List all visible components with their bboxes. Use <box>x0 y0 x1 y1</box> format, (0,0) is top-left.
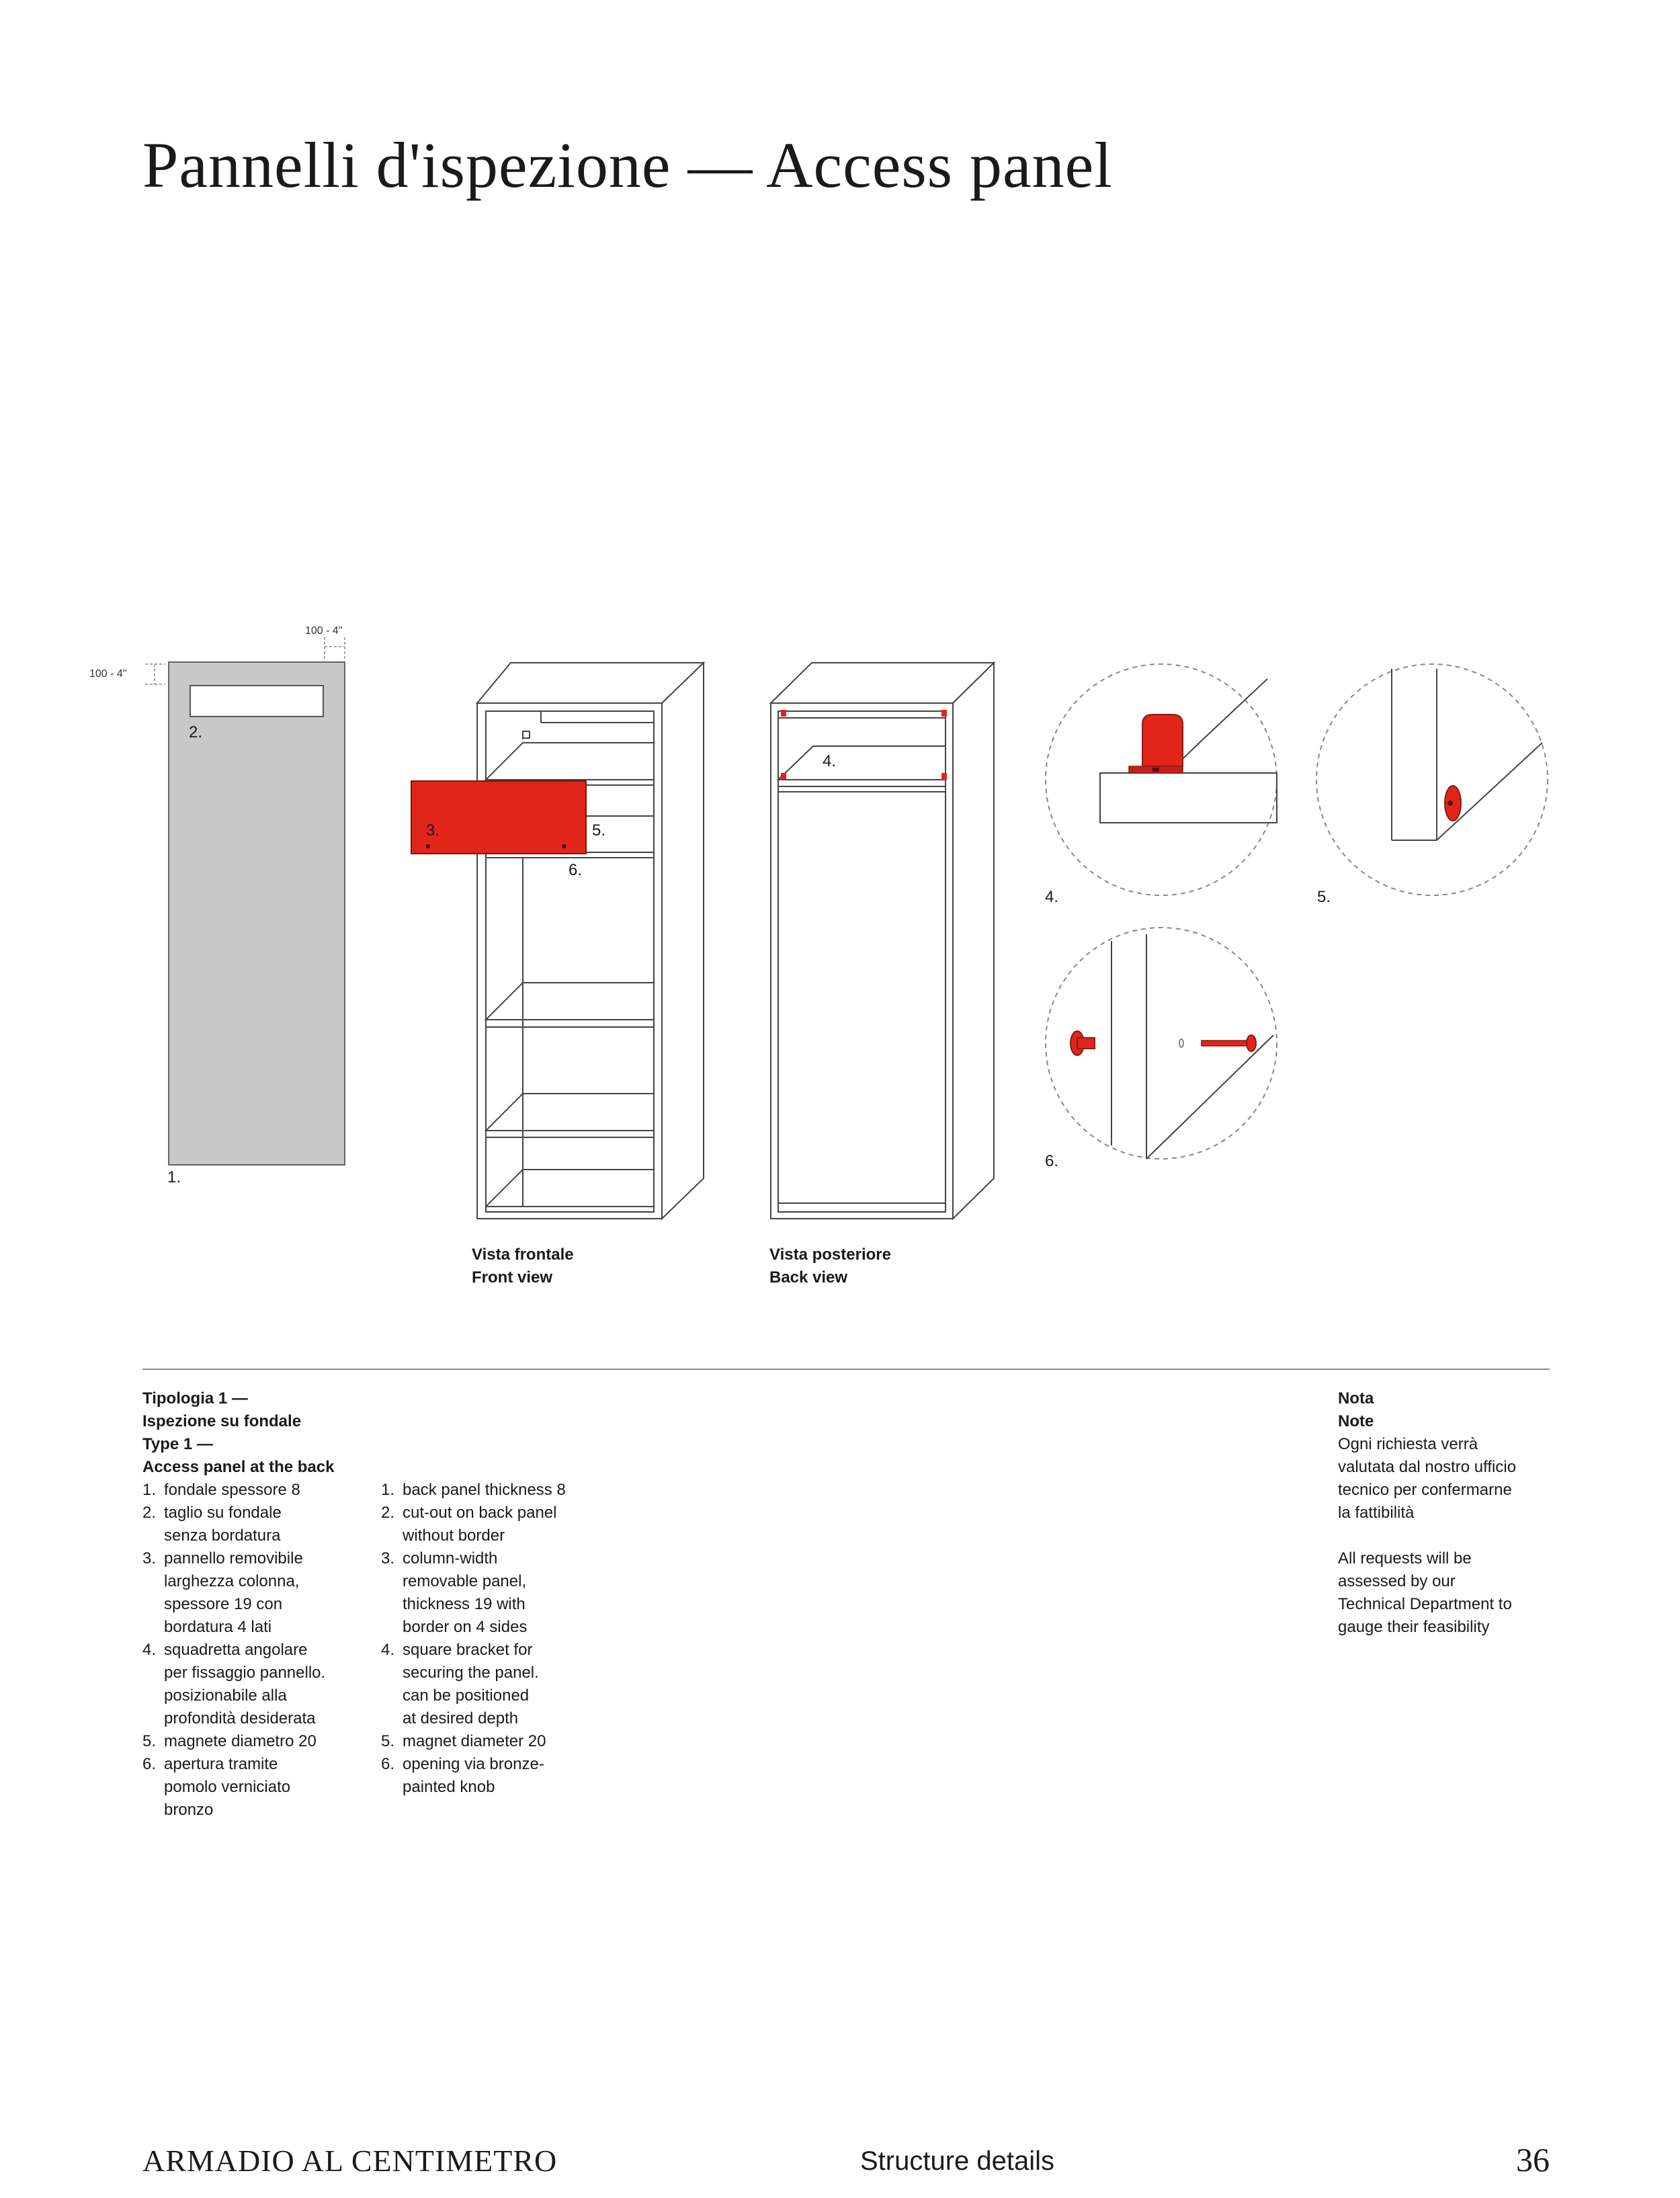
list-item: 3. column-width removable panel, thickness 19 with border on 4 sides <box>381 1549 528 1636</box>
knob-icon <box>1070 1031 1095 1055</box>
items-list-en <box>381 1479 566 1799</box>
items-list-it <box>142 1479 334 1822</box>
back-view-drawing <box>771 663 994 1219</box>
type-title-en-2: Access panel at the back <box>142 1458 335 1476</box>
front-view-caption <box>472 1244 574 1289</box>
note-text-en: All requests will be assessed by our Technical Department to gauge their feasibility <box>1338 1549 1512 1636</box>
label-3: 3. <box>426 821 440 840</box>
page-title: Pannelli d'ispezione — Access panel <box>142 129 1113 201</box>
list-item: 4. squadretta angolare per fissaggio pannello. posizionabile alla profondità desiderata <box>142 1641 326 1727</box>
back-view-caption-en: Back view <box>769 1268 848 1287</box>
list-item: 2. cut-out on back panel without border <box>381 1504 557 1545</box>
list-item: 3. pannello removibile larghezza colonna, spessore 19 con bordatura 4 lati <box>142 1549 303 1636</box>
page-number: 36 <box>1516 2141 1550 2179</box>
back-view-caption <box>769 1244 891 1289</box>
removable-panel <box>411 781 586 854</box>
type-description-en <box>381 1479 566 1799</box>
type-title-en-1: Type 1 — <box>142 1435 213 1453</box>
list-item: 6. apertura tramite pomolo verniciato bronzo <box>142 1755 291 1819</box>
label-5: 5. <box>592 821 606 840</box>
detail-knob <box>1046 928 1277 1159</box>
footer-brand: ARMADIO AL CENTIMETRO <box>142 2144 558 2178</box>
back-panel-cutout <box>190 686 323 717</box>
footer-section-title: Structure details <box>860 2146 1055 2176</box>
removable-panel-drawing <box>411 781 586 854</box>
label-6: 6. <box>569 861 583 879</box>
note-title-it: Nota <box>1338 1389 1374 1408</box>
front-view-caption-it: Vista frontale <box>472 1246 574 1264</box>
dimension-left-label: 100 - 4" <box>89 668 127 680</box>
label-6-detail: 6. <box>1045 1152 1059 1170</box>
detail-bracket <box>1046 664 1277 895</box>
section-divider <box>142 1369 1550 1370</box>
front-view-drawing <box>477 663 704 1219</box>
type-title-it-2: Ispezione su fondale <box>142 1412 302 1430</box>
dimension-top-label: 100 - 4" <box>305 625 343 637</box>
front-view-caption-en: Front view <box>472 1268 553 1287</box>
screw-icon <box>1179 1035 1256 1051</box>
back-panel-drawing <box>89 625 345 1186</box>
label-1: 1. <box>167 1168 181 1186</box>
detail-magnet <box>1316 664 1548 895</box>
list-item: 1. fondale spessore 8 <box>142 1481 300 1499</box>
label-5-detail: 5. <box>1317 888 1331 906</box>
note-block <box>1338 1387 1516 1639</box>
note-title-en: Note <box>1338 1412 1374 1430</box>
label-4-back: 4. <box>823 752 837 770</box>
list-item: 1. back panel thickness 8 <box>381 1481 566 1499</box>
list-item: 2. taglio su fondale senza bordatura <box>142 1504 282 1545</box>
type-title-it-1: Tipologia 1 — <box>142 1389 248 1408</box>
back-view-caption-it: Vista posteriore <box>769 1246 891 1264</box>
label-2: 2. <box>189 723 203 741</box>
list-item: 5. magnet diameter 20 <box>381 1732 546 1750</box>
list-item: 4. square bracket for securing the panel. can be positioned at desired depth <box>381 1641 539 1727</box>
list-item: 6. opening via bronze- painted knob <box>381 1755 544 1796</box>
list-item: 5. magnete diametro 20 <box>142 1732 317 1750</box>
note-text-it: Ogni richiesta verrà valutata dal nostro ufficio tecnico per confermarne la fattibilità <box>1338 1435 1517 1522</box>
label-4: 4. <box>1045 888 1059 906</box>
type-description-it <box>142 1387 334 1822</box>
